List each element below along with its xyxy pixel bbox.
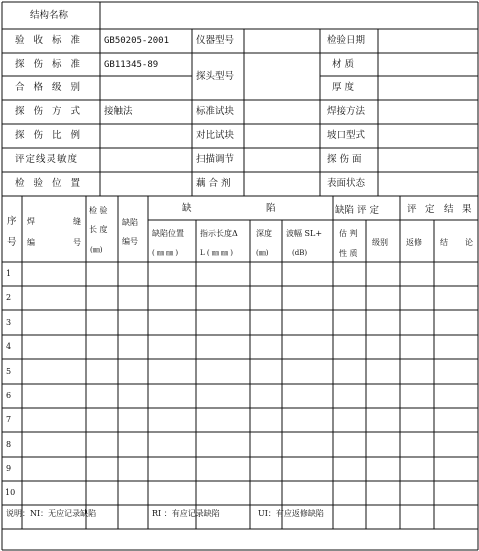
row-number: 1 [6, 269, 12, 278]
header-depth-1: 深度 [256, 229, 272, 238]
label-surface-state: 表面状态 [327, 178, 366, 189]
label-detection-ratio: 探 伤 比 例 [15, 130, 84, 141]
row-number: 5 [6, 367, 12, 376]
header-conclusion-1: 结 [440, 238, 448, 247]
label-material: 材 质 [332, 59, 355, 70]
label-probe-model: 探头型号 [196, 71, 235, 82]
header-weld-2: 缝 [73, 217, 81, 226]
header-nature-2: 性 质 [339, 249, 358, 258]
row-number: 6 [6, 391, 12, 400]
header-length-2: 长 度 [89, 225, 108, 234]
label-inspection-position: 检 验 位 置 [15, 178, 84, 189]
header-defect-1: 缺 [182, 203, 192, 214]
header-rework: 返修 [406, 238, 422, 247]
row-number: 9 [6, 464, 12, 473]
footer-note-ri: RI ：有应记录缺陷 [152, 509, 220, 518]
label-thickness: 厚 度 [332, 82, 355, 93]
label-welding-method: 焊接方法 [327, 106, 366, 117]
row-number: 7 [6, 415, 12, 424]
label-detection-method: 探 伤 方 式 [15, 106, 84, 117]
label-detection-surface: 探 伤 面 [327, 154, 362, 165]
header-position-1: 缺陷位置 [152, 229, 184, 238]
header-weld-1: 焊 [27, 217, 35, 226]
header-position-2: ( ㎜ ㎜ ) [152, 249, 179, 257]
header-length-3: (㎜) [90, 246, 103, 254]
label-acceptance-standard: 验 收 标 准 [15, 35, 84, 46]
row-number: 2 [6, 293, 12, 302]
header-grade: 级别 [372, 238, 388, 247]
header-result-4: 果 [462, 204, 472, 215]
value-detection-method: 接触法 [104, 106, 133, 117]
header-amplitude-2: (dB) [292, 249, 308, 257]
label-structure-name: 结构名称 [30, 10, 69, 21]
row-number: 8 [6, 440, 12, 449]
value-detection-standard: GB11345-89 [104, 60, 159, 70]
label-standard-block: 标准试块 [196, 106, 235, 117]
label-scan-adjustment: 扫描调节 [196, 154, 235, 165]
header-nature-1: 估 判 [339, 229, 358, 238]
label-groove-type: 坡口型式 [327, 130, 366, 141]
header-result-2: 定 [425, 204, 435, 215]
row-number: 4 [6, 342, 12, 351]
header-defect-no-2: 编号 [122, 237, 138, 246]
header-indicated-length-1: 指示长度Δ [200, 229, 238, 238]
row-number: 3 [6, 318, 12, 327]
header-weld-3: 编 [27, 238, 35, 247]
value-acceptance-standard: GB50205-2001 [104, 36, 170, 46]
label-reference-block: 对比试块 [196, 130, 235, 141]
header-result-1: 评 [407, 204, 417, 215]
label-instrument-model: 仪器型号 [196, 35, 235, 46]
row-number: 10 [5, 488, 16, 497]
header-defect-no-1: 缺陷 [122, 218, 138, 227]
footer-note-ni: 说明：NI：无应记录缺陷 [6, 509, 97, 518]
header-defect-2: 陷 [266, 203, 276, 214]
header-weld-4: 号 [73, 238, 81, 247]
footer-note-ui: UI：有应返修缺陷 [258, 509, 324, 518]
header-depth-2: (㎜) [256, 249, 269, 257]
label-inspection-date: 检验日期 [327, 35, 366, 46]
header-length-1: 检 验 [89, 206, 108, 215]
header-seq-2: 号 [7, 237, 17, 248]
header-defect-evaluation: 缺陷 评 定 [335, 205, 380, 216]
label-couplant: 藕 合 剂 [196, 178, 231, 189]
label-detection-standard: 探 伤 标 准 [15, 59, 84, 70]
label-evaluation-sensitivity: 评定线灵敏度 [15, 154, 79, 165]
header-seq-1: 序 [7, 216, 17, 227]
label-qualification-grade: 合 格 级 别 [15, 82, 84, 93]
header-result-3: 结 [444, 204, 454, 215]
header-conclusion-2: 论 [465, 238, 473, 247]
header-amplitude-1: 波幅 SL+ [286, 229, 323, 238]
header-indicated-length-2: L ( ㎜ ㎜ ) [200, 249, 234, 257]
